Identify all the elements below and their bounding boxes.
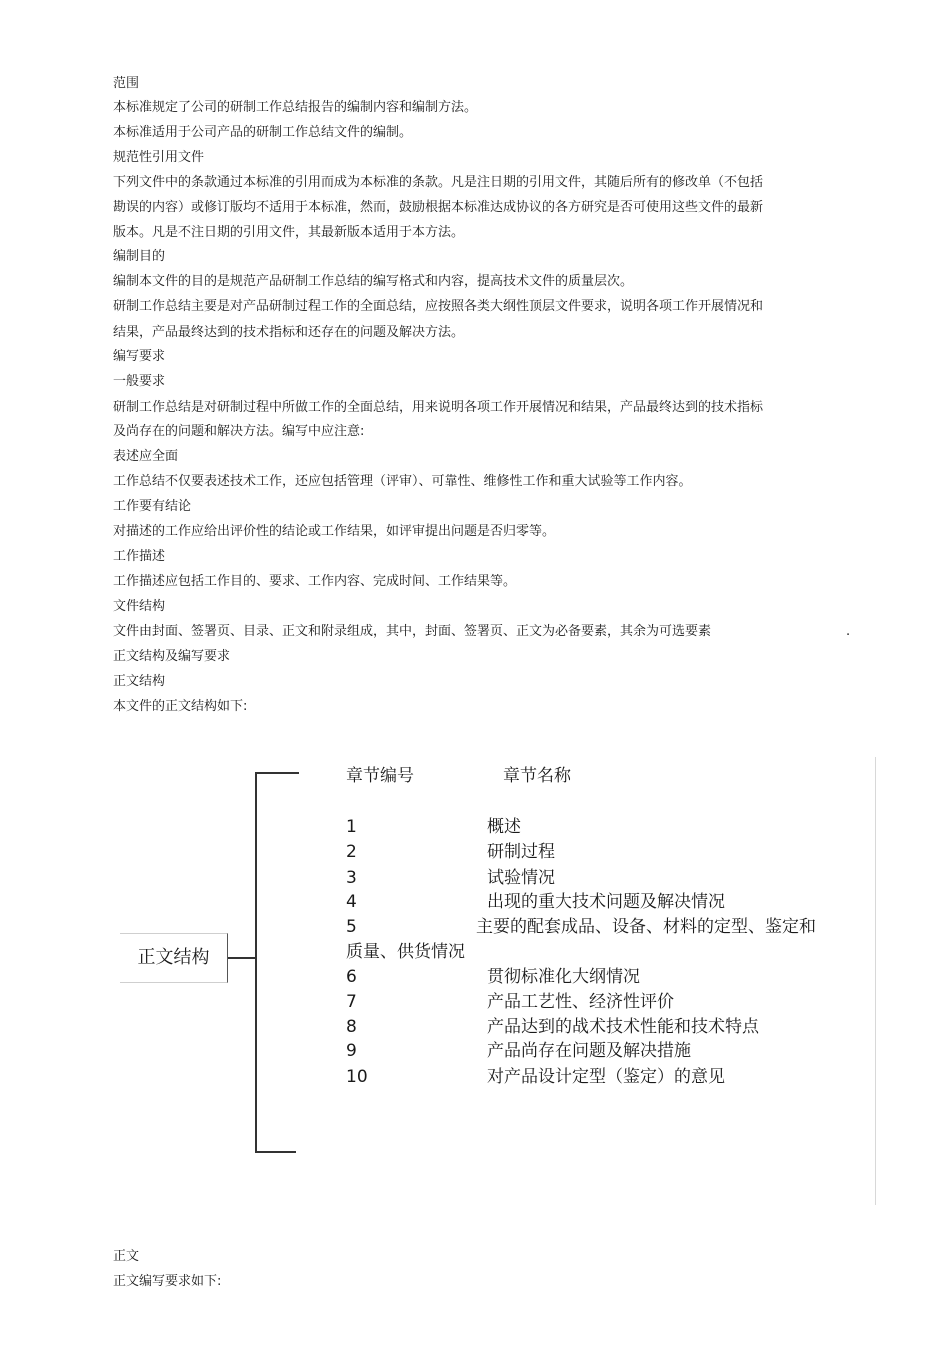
heading-body-structure-requirements: 正文结构及编写要求: [113, 649, 231, 664]
chapter-name: 产品工艺性、经济性评价: [487, 992, 674, 1012]
heading-body: 正文: [113, 1249, 140, 1264]
chapter-name: 研制过程: [487, 842, 555, 862]
chapter-number: 8: [346, 1017, 357, 1037]
bracket-line: [255, 772, 257, 1153]
bracket-bottom-line: [255, 1151, 296, 1153]
column-header-name: 章节名称: [503, 766, 571, 786]
heading-work-description: 工作描述: [113, 549, 166, 564]
paragraph: 文件由封面、签署页、目录、正文和附录组成，其中，封面、签署页、正文为必备要素，其余为可选要素: [113, 624, 712, 639]
chapter-name: 产品尚存在问题及解决措施: [487, 1041, 691, 1061]
paragraph: 勘误的内容）或修订版均不适用于本标准，然而，鼓励根据本标准达成协议的各方研究是否可使用这些文件的最新: [113, 200, 764, 215]
heading-conclusion: 工作要有结论: [113, 499, 192, 514]
chapter-number: 3: [346, 868, 357, 888]
chapter-name: 产品达到的战术技术性能和技术特点: [487, 1017, 759, 1037]
heading-file-structure: 文件结构: [113, 599, 166, 614]
chapter-number: 9: [346, 1041, 357, 1061]
heading-body-structure: 正文结构: [113, 674, 166, 689]
paragraph: 及尚存在的问题和解决方法。编写中应注意:: [113, 424, 365, 439]
chapter-name: 对产品设计定型（鉴定）的意见: [487, 1067, 725, 1087]
heading-purpose: 编制目的: [113, 249, 166, 264]
paragraph: 本文件的正文结构如下:: [113, 699, 248, 714]
heading-general: 一般要求: [113, 374, 166, 389]
bracket-top-line: [255, 772, 299, 774]
chapter-number: 6: [346, 967, 357, 987]
heading-normative-references: 规范性引用文件: [113, 150, 205, 165]
paragraph: 本标准适用于公司产品的研制工作总结文件的编制。: [113, 125, 413, 140]
paragraph: 下列文件中的条款通过本标准的引用而成为本标准的条款。凡是注日期的引用文件，其随后所有的修改单（不包括: [113, 175, 764, 190]
heading-requirements: 编写要求: [113, 349, 166, 364]
chapter-number: 2: [346, 842, 357, 862]
paragraph: 编制本文件的目的是规范产品研制工作总结的编写格式和内容，提高技术文件的质量层次。: [113, 274, 634, 289]
chapter-number: 4: [346, 892, 357, 912]
chapter-name: 试验情况: [487, 868, 555, 888]
paragraph: 研制工作总结主要是对产品研制过程工作的全面总结，应按照各类大纲性顶层文件要求，说明各项工作开展情况和: [113, 299, 764, 314]
heading-comprehensive: 表述应全面: [113, 449, 179, 464]
paragraph: 研制工作总结是对研制过程中所做工作的全面总结，用来说明各项工作开展情况和结果，产品最终达到的技术指标: [113, 400, 764, 415]
chapter-name-continued: 质量、供货情况: [346, 942, 465, 962]
paragraph: 工作总结不仅要表述技术工作，还应包括管理（评审）、可靠性、维修性工作和重大试验等工作内容。: [113, 474, 692, 489]
chapter-number: 7: [346, 992, 357, 1012]
chapter-name: 主要的配套成品、设备、材料的定型、鉴定和: [476, 917, 816, 937]
chapter-number: 1: [346, 817, 357, 837]
chapter-name: 出现的重大技术问题及解决情况: [487, 892, 725, 912]
chapter-number: 5: [346, 917, 357, 937]
paragraph: 本标准规定了公司的研制工作总结报告的编制内容和编制方法。: [113, 100, 478, 115]
paragraph: 正文编写要求如下:: [113, 1274, 222, 1289]
paragraph: 版本。凡是不注日期的引用文件，其最新版本适用于本方法。: [113, 225, 465, 240]
paragraph: 对描述的工作应给出评价性的结论或工作结果，如评审提出问题是否归零等。: [113, 524, 556, 539]
paragraph: 结果，产品最终达到的技术指标和还存在的问题及解决方法。: [113, 325, 465, 340]
trailing-period: .: [846, 624, 851, 639]
column-header-number: 章节编号: [346, 766, 414, 786]
heading-scope: 范围: [113, 76, 140, 91]
diagram-root-box: 正文结构: [120, 933, 228, 983]
diagram-border: [875, 757, 876, 1205]
chapter-name: 概述: [487, 817, 521, 837]
chapter-name: 贯彻标准化大纲情况: [487, 967, 640, 987]
paragraph: 工作描述应包括工作目的、要求、工作内容、完成时间、工作结果等。: [113, 574, 517, 589]
connector-line: [228, 957, 256, 959]
chapter-number: 10: [346, 1067, 368, 1087]
